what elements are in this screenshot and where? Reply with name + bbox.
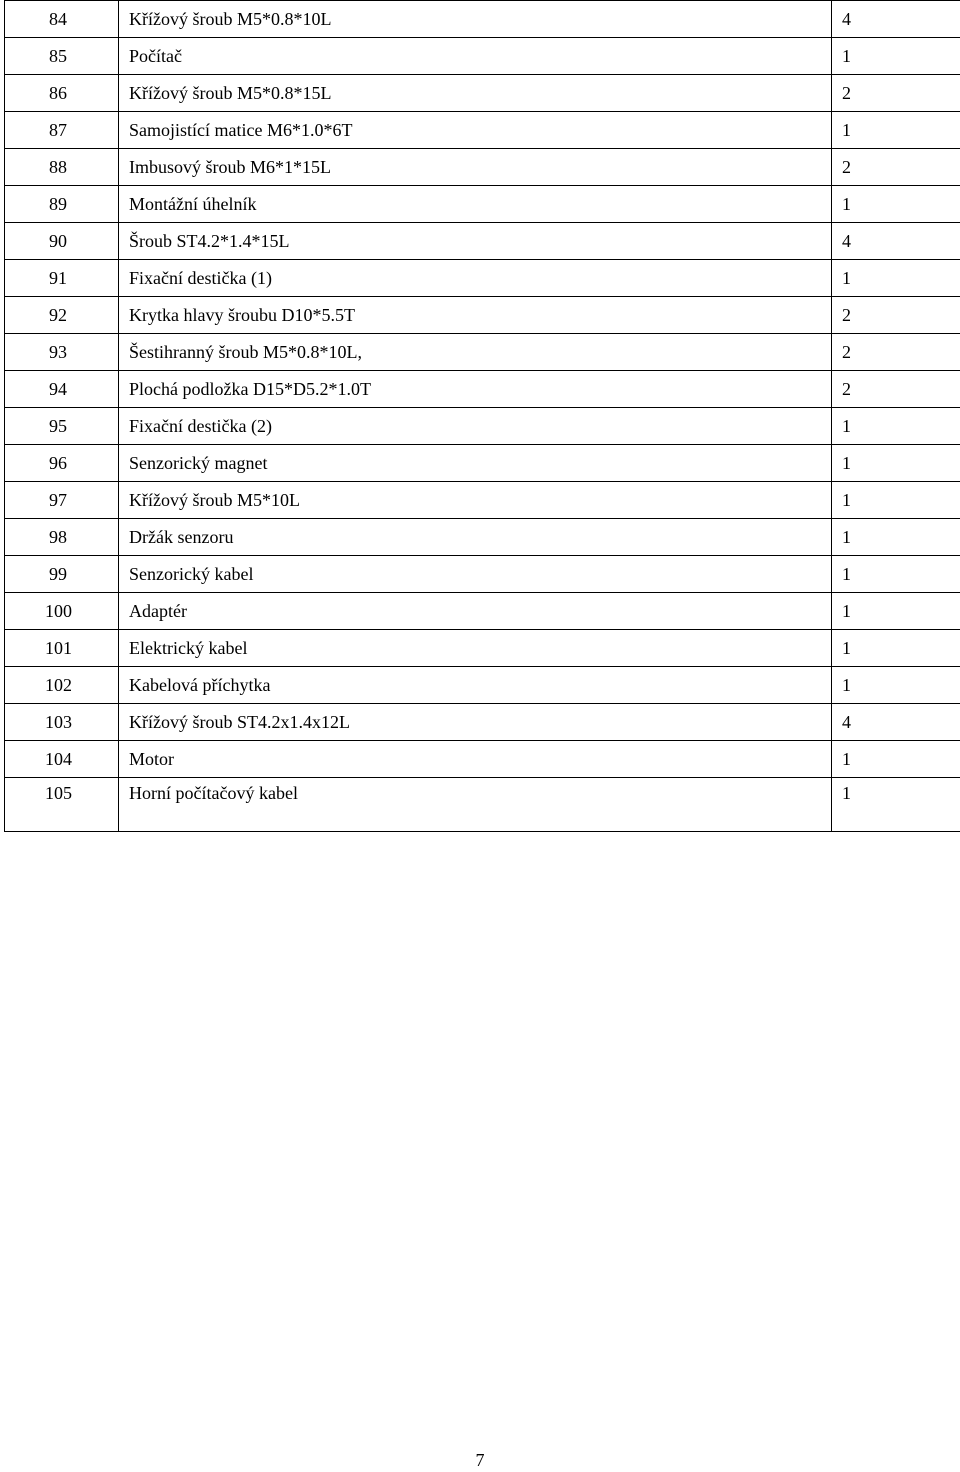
part-number: 98 [49,526,67,547]
part-number: 89 [49,193,67,214]
table-row [5,1,960,38]
part-quantity: 1 [832,260,960,297]
part-number: 90 [49,230,67,251]
part-number: 96 [49,452,67,473]
part-name: Šestihranný šroub M5*0.8*10L, [119,334,832,371]
part-name: Adaptér [119,593,832,630]
part-quantity: 2 [832,334,960,371]
part-number-cell [5,408,119,445]
part-name: Šroub ST4.2*1.4*15L [119,223,832,260]
part-quantity: 2 [832,297,960,334]
part-number: 95 [49,415,67,436]
part-number-cell [5,741,119,778]
part-name: Kabelová příchytka [119,667,832,704]
part-quantity: 2 [832,371,960,408]
part-number: 85 [49,45,67,66]
part-number-cell [5,593,119,630]
part-number: 103 [45,711,72,732]
part-name: Senzorický kabel [119,556,832,593]
part-name: Samojistící matice M6*1.0*6T [119,112,832,149]
part-number-cell [5,1,119,38]
table-row [5,260,960,297]
part-number: 87 [49,119,67,140]
table-row [5,630,960,667]
part-quantity: 1 [832,445,960,482]
part-name: Počítač [119,38,832,75]
part-quantity: 1 [832,741,960,778]
parts-table [4,0,960,832]
part-name: Držák senzoru [119,519,832,556]
part-number-cell [5,334,119,371]
part-name: Horní počítačový kabel [119,778,832,832]
part-number-cell [5,778,119,832]
part-quantity: 4 [832,223,960,260]
table-row [5,778,960,832]
part-number: 97 [49,489,67,510]
part-number-cell [5,75,119,112]
table-row [5,482,960,519]
part-number: 105 [45,783,72,803]
table-row [5,593,960,630]
part-number-cell [5,556,119,593]
part-number-cell [5,519,119,556]
part-name: Křížový šroub M5*0.8*10L [119,1,832,38]
part-number-cell [5,704,119,741]
part-number: 84 [49,8,67,29]
table-row [5,445,960,482]
part-number: 100 [45,600,72,621]
table-row [5,556,960,593]
part-number-cell [5,112,119,149]
part-quantity: 1 [832,630,960,667]
part-quantity: 4 [832,704,960,741]
part-quantity: 4 [832,1,960,38]
part-number-cell [5,297,119,334]
table-row [5,149,960,186]
part-quantity: 1 [832,408,960,445]
part-number-cell [5,445,119,482]
table-row [5,75,960,112]
part-name: Krytka hlavy šroubu D10*5.5T [119,297,832,334]
part-name: Senzorický magnet [119,445,832,482]
table-row [5,297,960,334]
table-row [5,667,960,704]
table-row [5,223,960,260]
part-quantity: 1 [832,519,960,556]
part-number: 92 [49,304,67,325]
table-row [5,741,960,778]
table-row [5,704,960,741]
table-row [5,519,960,556]
part-number-cell [5,38,119,75]
part-name: Elektrický kabel [119,630,832,667]
part-name: Plochá podložka D15*D5.2*1.0T [119,371,832,408]
table-row [5,38,960,75]
part-quantity: 1 [832,593,960,630]
part-number: 94 [49,378,67,399]
part-number: 99 [49,563,67,584]
part-number: 93 [49,341,67,362]
part-number: 86 [49,82,67,103]
part-quantity: 2 [832,75,960,112]
part-quantity: 1 [832,556,960,593]
part-number-cell [5,186,119,223]
part-name: Motor [119,741,832,778]
part-number-cell [5,149,119,186]
part-number-cell [5,223,119,260]
part-number: 102 [45,674,72,695]
part-number-cell [5,260,119,297]
part-quantity: 2 [832,149,960,186]
part-name: Křížový šroub M5*10L [119,482,832,519]
part-number: 101 [45,637,72,658]
part-name: Křížový šroub ST4.2x1.4x12L [119,704,832,741]
part-name: Fixační destička (1) [119,260,832,297]
part-quantity: 1 [832,112,960,149]
table-row [5,371,960,408]
part-number: 88 [49,156,67,177]
part-number-cell [5,371,119,408]
part-quantity: 1 [832,667,960,704]
part-number-cell [5,482,119,519]
part-quantity: 1 [832,482,960,519]
part-name: Fixační destička (2) [119,408,832,445]
part-quantity: 1 [832,186,960,223]
part-number: 91 [49,267,67,288]
part-name: Montážní úhelník [119,186,832,223]
part-name: Imbusový šroub M6*1*15L [119,149,832,186]
table-row [5,334,960,371]
part-number: 104 [45,748,72,769]
part-quantity: 1 [832,778,960,832]
page-number: 7 [475,1450,485,1470]
part-quantity: 1 [832,38,960,75]
part-number-cell [5,667,119,704]
table-row [5,112,960,149]
part-number-cell [5,630,119,667]
table-row [5,186,960,223]
part-name: Křížový šroub M5*0.8*15L [119,75,832,112]
table-row [5,408,960,445]
